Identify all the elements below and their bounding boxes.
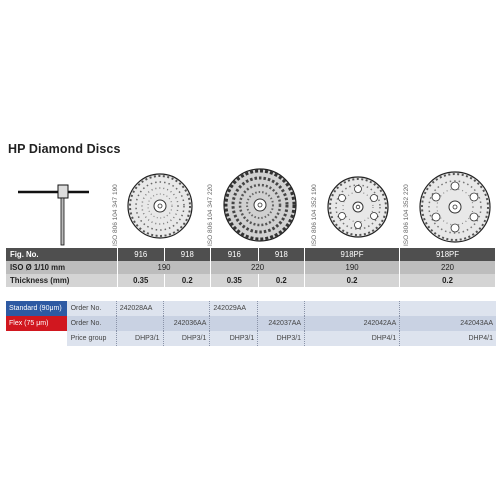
disc-220-icon [222, 167, 298, 243]
page-title: HP Diamond Discs [8, 142, 121, 156]
thickness-cell: 0.35 [211, 274, 259, 287]
price-cell: DHP3/1 [116, 331, 163, 346]
iso-cell: 220 [400, 261, 496, 274]
row-label: ISO Ø 1/10 mm [6, 261, 117, 274]
order-cell: 242028AA [116, 301, 163, 316]
fig-cell: 918PF [400, 248, 496, 261]
row-label: Fig. No. [6, 248, 117, 261]
thickness-cell: 0.2 [258, 274, 305, 287]
order-cell: 242042AA [305, 316, 400, 331]
fig-cell: 918 [258, 248, 305, 261]
iso-code-4: ISO 806 104 352 220 [403, 184, 410, 246]
order-table [6, 301, 496, 346]
thickness-cell: 0.2 [400, 274, 496, 287]
thickness-cell: 0.35 [117, 274, 164, 287]
order-cell: 242029AA [210, 301, 258, 316]
order-cell: 242037AA [258, 316, 305, 331]
flex-tag: Flex (75 μm) [6, 316, 67, 331]
fig-cell: 916 [117, 248, 164, 261]
price-cell: DHP3/1 [210, 331, 258, 346]
price-cell: DHP4/1 [400, 331, 496, 346]
order-cell: 242036AA [163, 316, 210, 331]
standard-tag: Standard (90μm) [6, 301, 67, 316]
thickness-cell: 0.2 [305, 274, 400, 287]
flex-order-row [6, 316, 496, 331]
order-cell [210, 316, 258, 331]
order-cell: 242043AA [400, 316, 496, 331]
price-cell: DHP4/1 [305, 331, 400, 346]
order-cell [305, 301, 400, 316]
order-cell [258, 301, 305, 316]
fig-cell: 916 [211, 248, 259, 261]
iso-cell: 220 [211, 261, 305, 274]
order-cell [116, 316, 163, 331]
iso-cell: 190 [305, 261, 400, 274]
iso-row [6, 261, 496, 274]
price-cell: DHP3/1 [258, 331, 305, 346]
price-cell: DHP3/1 [163, 331, 210, 346]
disc-190-perforated-icon [326, 175, 390, 239]
order-cell [163, 301, 210, 316]
blank-tag [6, 331, 67, 346]
fig-cell: 918 [164, 248, 211, 261]
price-group-row [6, 331, 496, 346]
order-label: Order No. [67, 316, 117, 331]
fig-cell: 918PF [305, 248, 400, 261]
order-cell [400, 301, 496, 316]
price-label: Price group [67, 331, 117, 346]
disc-220-perforated-icon [418, 170, 492, 244]
row-label: Thickness (mm) [6, 274, 117, 287]
iso-code-3: ISO 806 104 352 190 [311, 184, 318, 246]
iso-code-1: ISO 806 104 347 190 [112, 184, 119, 246]
thickness-row [6, 274, 496, 287]
standard-order-row [6, 301, 496, 316]
iso-code-2: ISO 806 104 347 220 [207, 184, 214, 246]
iso-cell: 190 [117, 261, 210, 274]
fig-no-row [6, 248, 496, 261]
order-label: Order No. [67, 301, 117, 316]
disc-mandrel-illustration [14, 180, 94, 250]
thickness-cell: 0.2 [164, 274, 211, 287]
disc-190-icon [126, 172, 194, 240]
spec-table [6, 248, 496, 287]
